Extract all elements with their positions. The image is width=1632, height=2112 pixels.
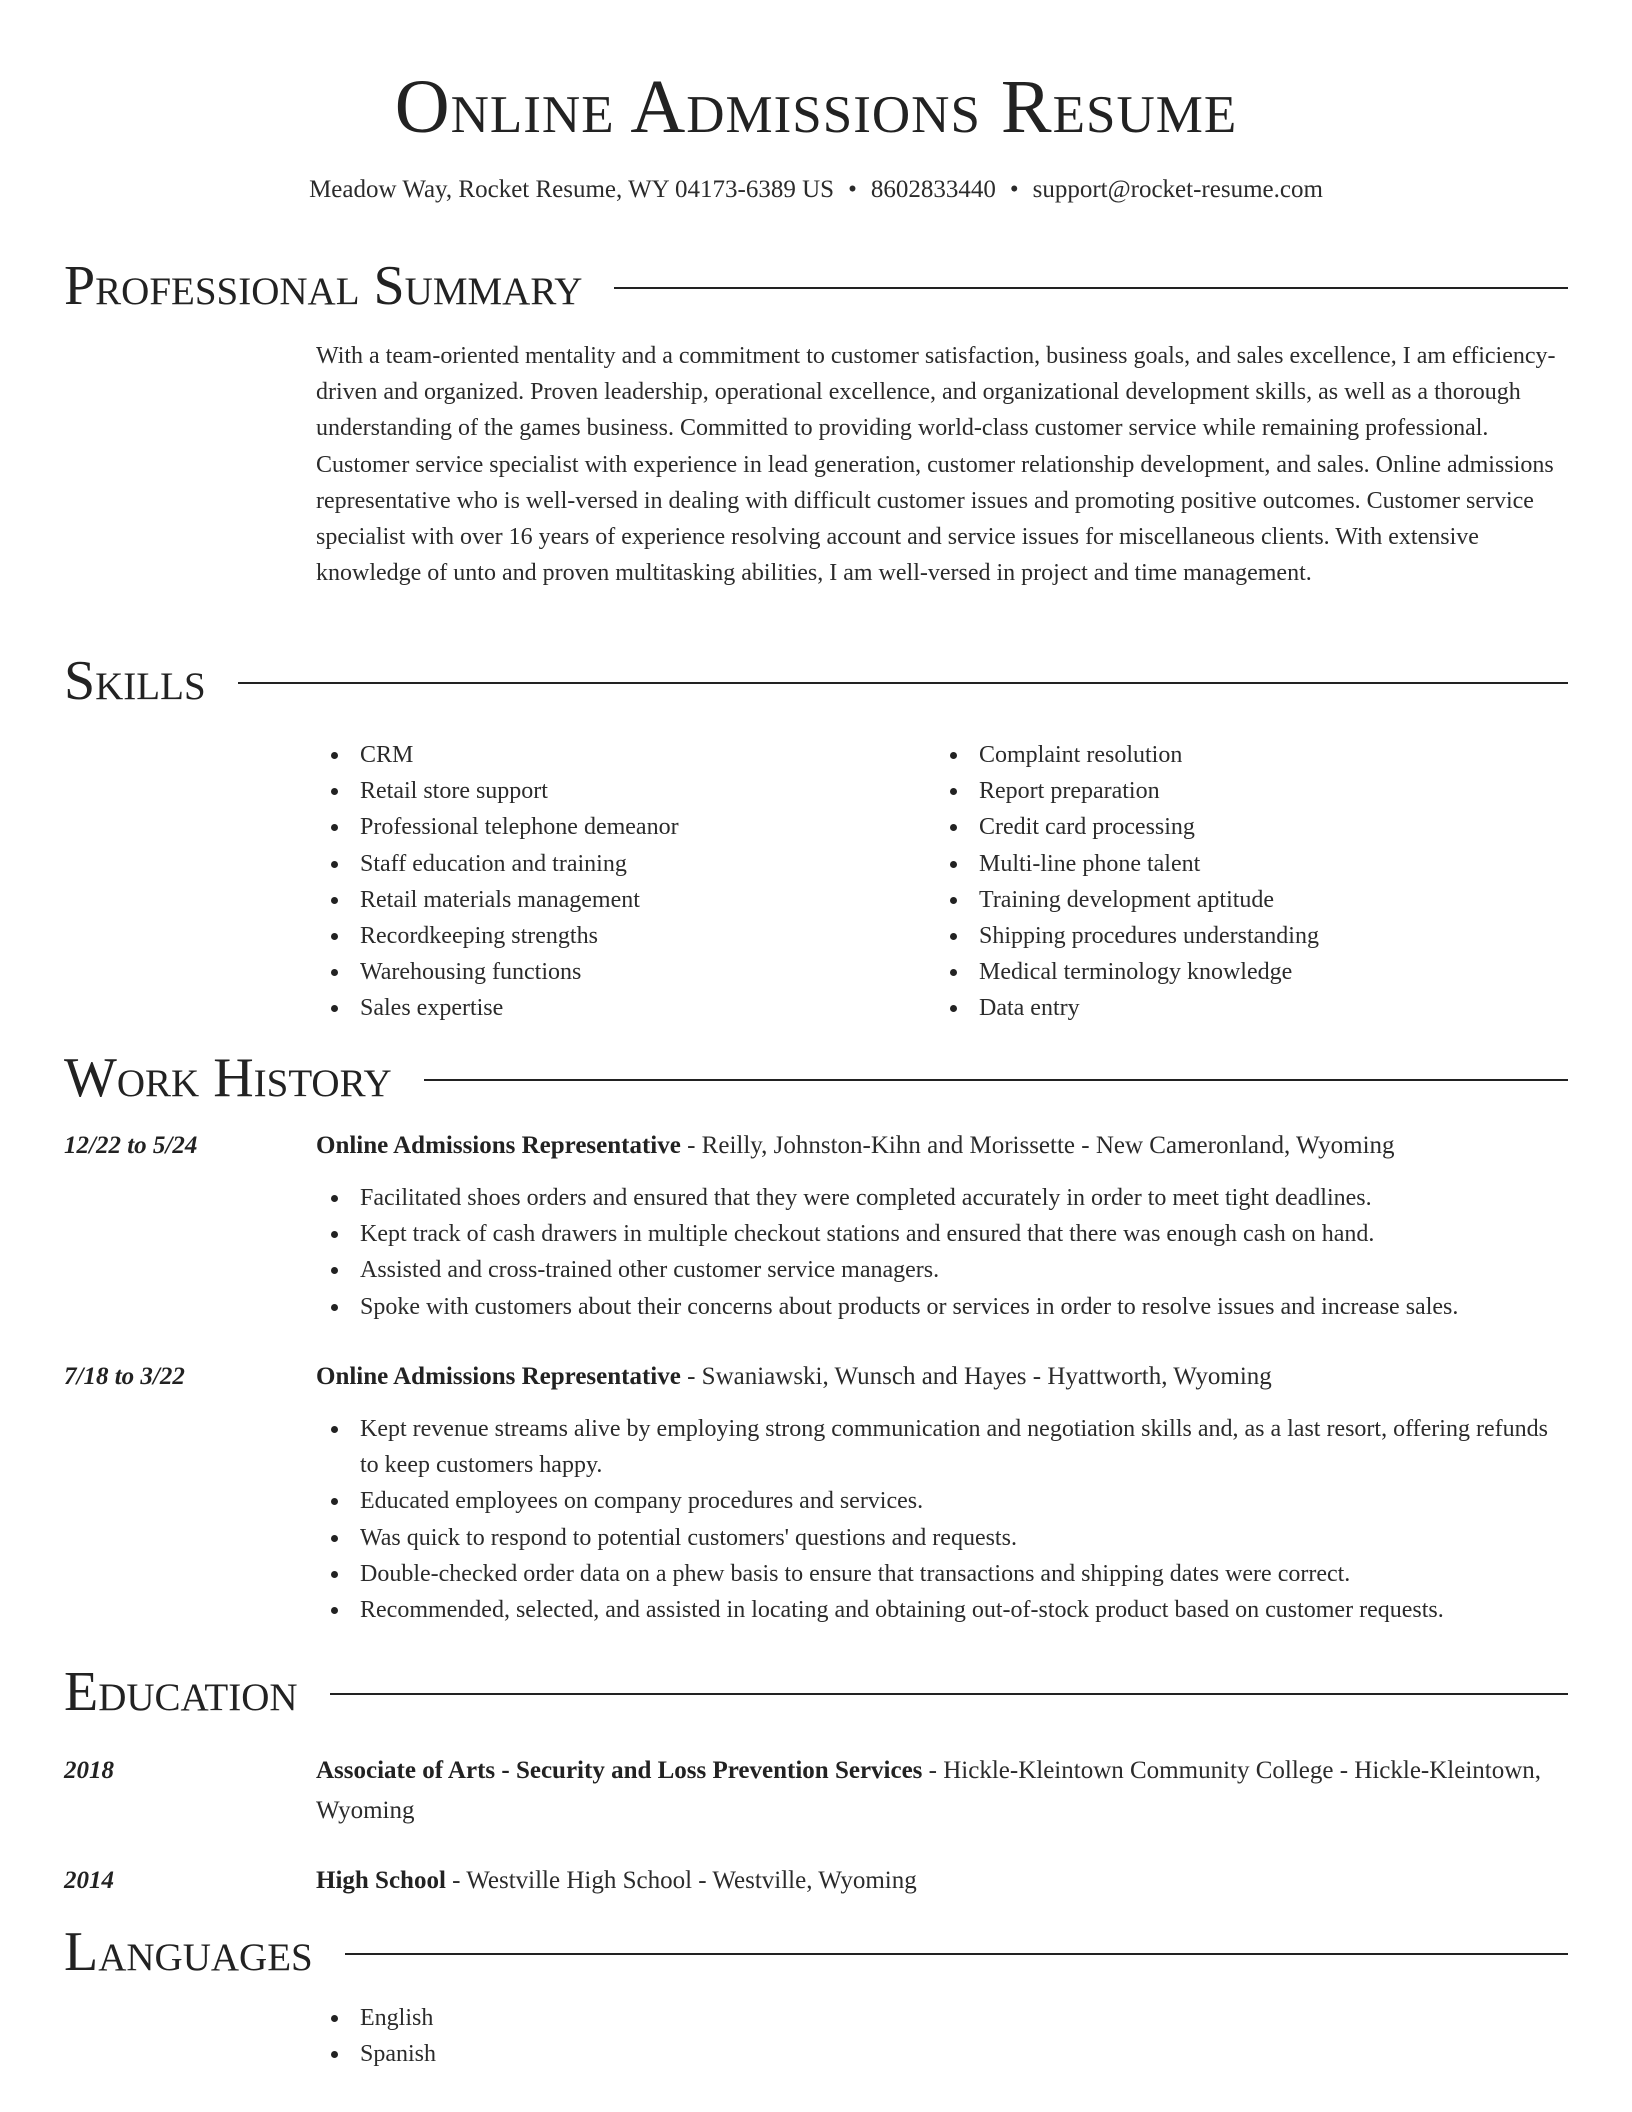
- section-title-work: Work History: [64, 1047, 392, 1109]
- job-heading: [316, 1357, 1572, 1397]
- skill-item: Shipping procedures understanding: [935, 918, 1515, 954]
- job-bullet: Facilitated shoes orders and ensured that they were completed accurately in order to meet tight deadlines.: [316, 1180, 1572, 1216]
- skill-item: Retail store support: [316, 773, 896, 809]
- section-title-languages: Languages: [64, 1921, 313, 1983]
- skill-item: Credit card processing: [935, 809, 1515, 845]
- contact-phone: 8602833440: [870, 176, 996, 203]
- skill-item: Training development aptitude: [935, 882, 1515, 918]
- skill-item: Medical terminology knowledge: [935, 954, 1515, 990]
- job-bullet: Educated employees on company procedures and services.: [316, 1483, 1572, 1519]
- skill-item: Complaint resolution: [935, 737, 1515, 773]
- section-title-education: Education: [64, 1661, 298, 1723]
- skill-item: Staff education and training: [316, 846, 896, 882]
- skill-item: CRM: [316, 737, 896, 773]
- education-year: 2018: [64, 1757, 114, 1784]
- skill-item: Data entry: [935, 990, 1515, 1026]
- job-heading: [316, 1126, 1572, 1166]
- section-divider: [424, 1079, 1568, 1081]
- education-heading: [316, 1751, 1572, 1831]
- section-divider: [614, 287, 1568, 289]
- skills-section-header: [64, 649, 1568, 713]
- job-title: Online Admissions Representative: [316, 1363, 681, 1390]
- skills-list-left: [316, 737, 896, 1027]
- resume-title: Online Admissions Resume: [394, 65, 1238, 149]
- skill-item: Professional telephone demeanor: [316, 809, 896, 845]
- job-bullet: Kept track of cash drawers in multiple checkout stations and ensured that there was enough cash on hand.: [316, 1216, 1572, 1252]
- job-date: 12/22 to 5/24: [64, 1132, 198, 1159]
- education-degree: Associate of Arts - Security and Loss Prevention Services: [316, 1757, 923, 1784]
- job-title: Online Admissions Representative: [316, 1132, 681, 1159]
- section-divider: [238, 682, 1568, 684]
- job-details: - Reilly, Johnston-Kihn and Morissette - New Cameronland, Wyoming: [680, 1132, 1395, 1159]
- contact-line: [0, 172, 1632, 208]
- summary-text: With a team-oriented mentality and a commitment to customer satisfaction, business goals, and sales excellence, I am efficiency-driven and organized. Proven leadership, operational excellence, and organizational development skills, as well as a thorough understanding of the games business. Committed to providing world-class customer service while remaining professional. Customer service specialist with experience in lead generation, customer relationship development, and sales. Online admissions representative who is well-versed in dealing with difficult customer issues and promoting positive outcomes. Customer service specialist with over 16 years of experience resolving account and service issues for miscellaneous clients. With extensive knowledge of unto and proven multitasking abilities, I am well-versed in project and time management.: [316, 343, 1556, 587]
- education-degree: High School: [316, 1867, 446, 1894]
- work-section-header: [64, 1046, 1568, 1110]
- skill-item: Sales expertise: [316, 990, 896, 1026]
- skill-item: Warehousing functions: [316, 954, 896, 990]
- job-bullet: Recommended, selected, and assisted in locating and obtaining out-of-stock product based on customer requests.: [316, 1592, 1572, 1628]
- job-bullets: [316, 1411, 1572, 1628]
- skill-item: Multi-line phone talent: [935, 846, 1515, 882]
- language-item: English: [316, 2000, 1572, 2036]
- contact-email[interactable]: support@rocket-resume.com: [1032, 176, 1323, 203]
- education-heading: [316, 1861, 1572, 1901]
- education-details: - Hickle-Kleintown Community College - Hickle-Kleintown, Wyoming: [316, 1757, 1542, 1824]
- section-title-summary: Professional Summary: [64, 255, 583, 317]
- skills-list-right: [935, 737, 1515, 1027]
- job-details: - Swaniawski, Wunsch and Hayes - Hyattworth, Wyoming: [680, 1363, 1272, 1390]
- languages-list: [316, 2000, 1572, 2072]
- job-date: 7/18 to 3/22: [64, 1363, 185, 1390]
- section-title-skills: Skills: [64, 650, 206, 712]
- job-bullet: Assisted and cross-trained other customer service managers.: [316, 1252, 1572, 1288]
- section-divider: [330, 1693, 1568, 1695]
- job-bullet: Double-checked order data on a phew basis to ensure that transactions and shipping dates were correct.: [316, 1556, 1572, 1592]
- job-bullet: Spoke with customers about their concerns about products or services in order to resolve issues and increase sales.: [316, 1289, 1572, 1325]
- education-details: - Westville High School - Westville, Wyoming: [445, 1867, 917, 1894]
- skill-item: Retail materials management: [316, 882, 896, 918]
- job-bullet: Kept revenue streams alive by employing strong communication and negotiation skills and, as a last resort, offering refunds to keep customers happy.: [316, 1411, 1572, 1483]
- language-item: Spanish: [316, 2036, 1572, 2072]
- education-section-header: [64, 1660, 1568, 1724]
- skill-item: Recordkeeping strengths: [316, 918, 896, 954]
- job-bullets: [316, 1180, 1572, 1325]
- summary-section-header: [64, 254, 1568, 318]
- languages-section-header: [64, 1920, 1568, 1984]
- contact-separator: •: [848, 176, 857, 203]
- section-divider: [345, 1953, 1568, 1955]
- skill-item: Report preparation: [935, 773, 1515, 809]
- education-year: 2014: [64, 1867, 114, 1894]
- contact-separator: •: [1009, 176, 1019, 203]
- contact-address: Meadow Way, Rocket Resume, WY 04173-6389 US: [309, 176, 835, 203]
- job-bullet: Was quick to respond to potential customers' questions and requests.: [316, 1520, 1572, 1556]
